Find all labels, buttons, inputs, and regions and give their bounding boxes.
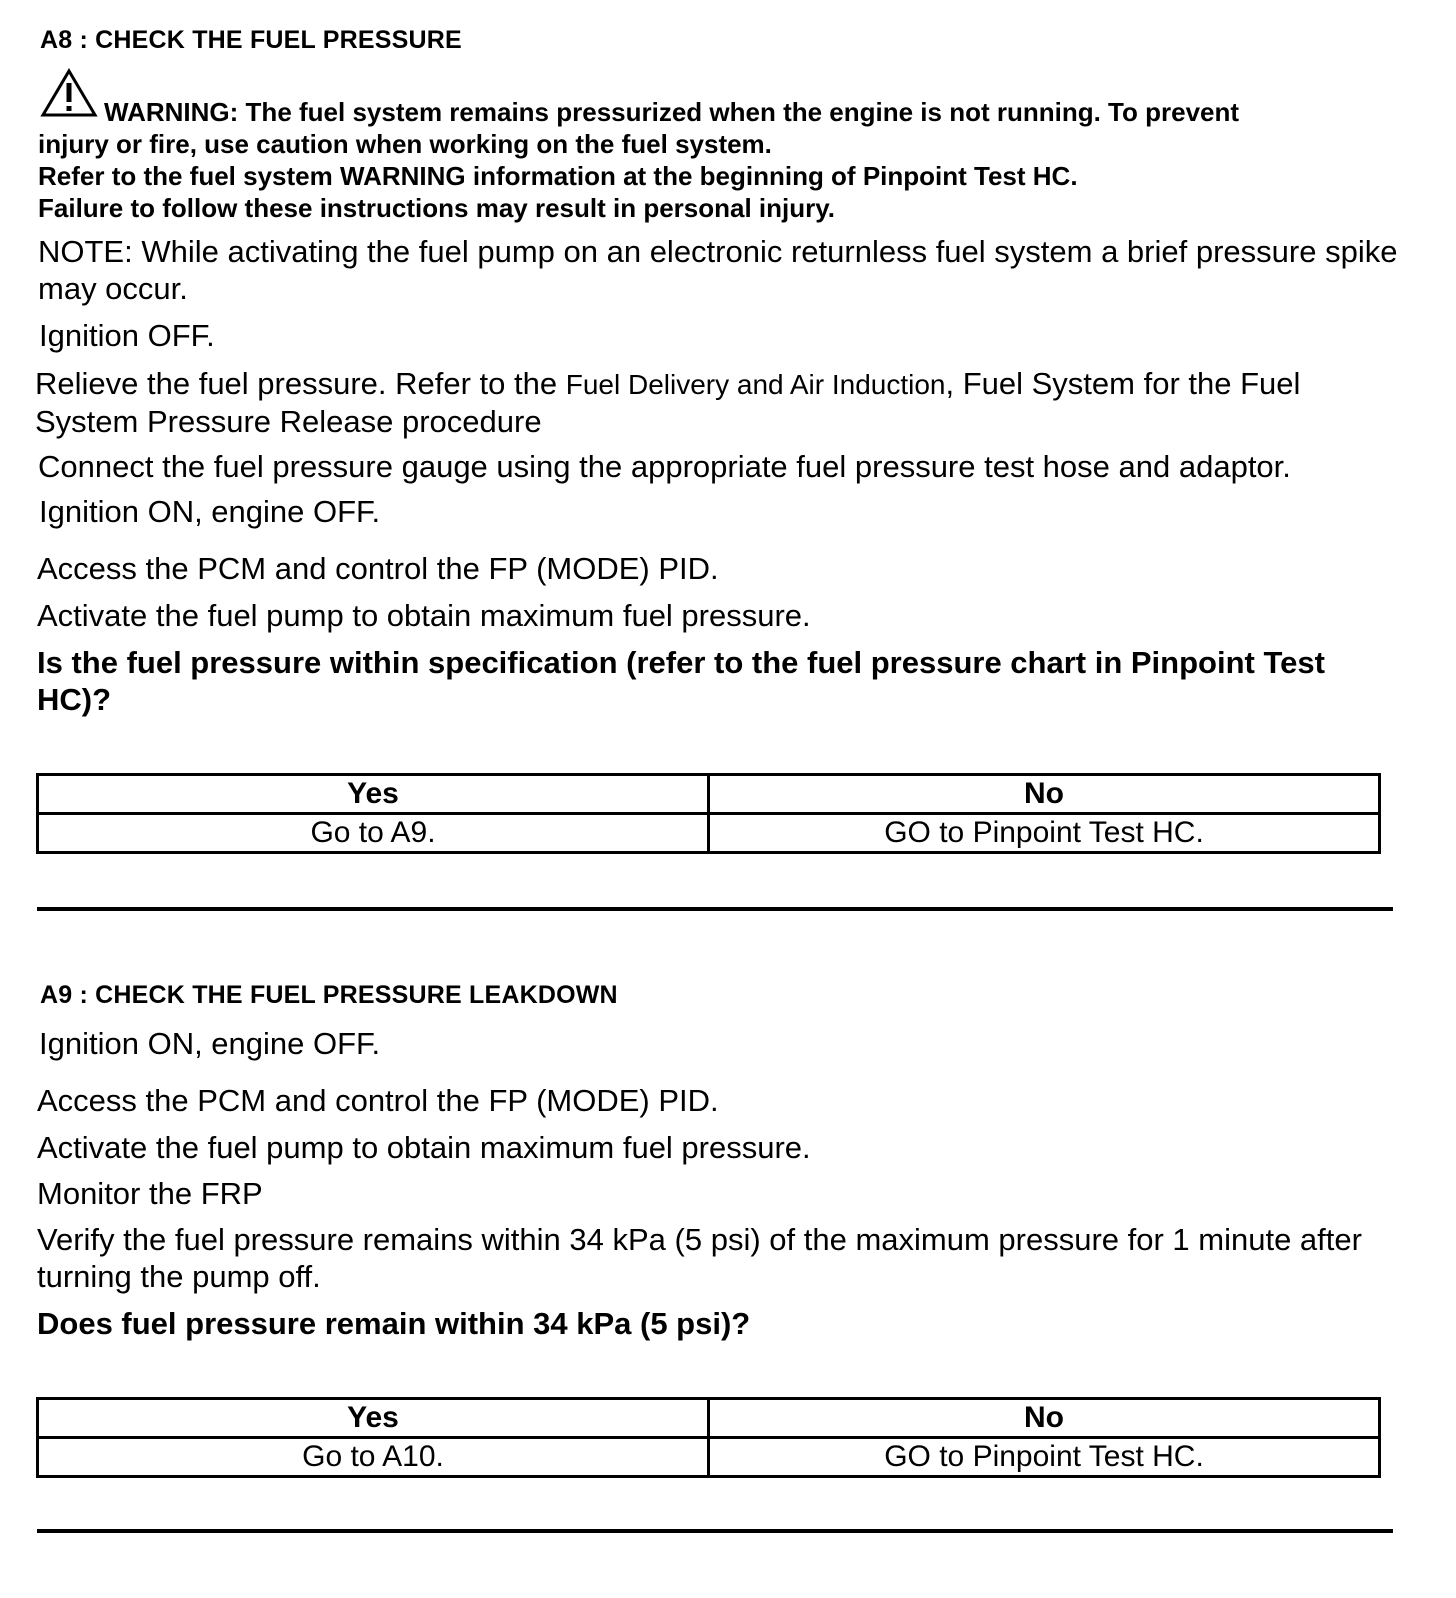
warning-text-1: : The fuel system remains pressurized when the engine is not running. To prevent — [229, 97, 1240, 127]
warning-line-3: Refer to the fuel system WARNING information at the beginning of Pinpoint Test HC. — [38, 161, 1078, 191]
a8-step-ignition-on: Ignition ON, engine OFF. — [39, 494, 381, 529]
no-header: No — [709, 1399, 1380, 1438]
warning-label: WARNING — [104, 97, 230, 127]
yes-action: Go to A10. — [38, 1438, 709, 1477]
warning-line-2: injury or fire, use caution when working on the fuel system. — [38, 129, 772, 159]
a9-result-table — [36, 1397, 1381, 1478]
relieve-reference: Fuel Delivery and Air Induction — [565, 369, 946, 400]
table-header-row — [38, 775, 1380, 814]
yes-action: Go to A9. — [38, 814, 709, 853]
no-action: GO to Pinpoint Test HC. — [709, 1438, 1380, 1477]
a8-note: NOTE: While activating the fuel pump on an electronic returnless fuel system a brief pressure spike may occur. — [38, 234, 1398, 306]
table-row — [38, 1438, 1380, 1477]
a8-step-connect: Connect the fuel pressure gauge using the appropriate fuel pressure test hose and adaptor. — [38, 449, 1291, 484]
a9-step-activate-pump: Activate the fuel pump to obtain maximum fuel pressure. — [37, 1130, 811, 1165]
a8-step-access-pcm: Access the PCM and control the FP (MODE) PID. — [37, 551, 719, 586]
relieve-prefix: Relieve the fuel pressure. Refer to the — [35, 366, 566, 401]
warning-line-4: Failure to follow these instructions may result in personal injury. — [38, 193, 835, 223]
a9-step-title: A9 : CHECK THE FUEL PRESSURE LEAKDOWN — [40, 981, 618, 1009]
table-header-row — [38, 1399, 1380, 1438]
a9-step-ignition-on: Ignition ON, engine OFF. — [39, 1026, 381, 1061]
relieve-suffix: , Fuel System for the Fuel System Pressure Release procedure — [35, 366, 1301, 439]
table-row — [38, 814, 1380, 853]
a8-step-relieve — [35, 365, 1345, 440]
warning-line-1 — [104, 96, 1239, 128]
a9-step-monitor: Monitor the FRP — [37, 1176, 263, 1211]
warning-triangle-icon — [40, 68, 98, 118]
a9-question: Does fuel pressure remain within 34 kPa (5 psi)? — [37, 1306, 751, 1341]
a8-question: Is the fuel pressure within specification (refer to the fuel pressure chart in Pinpoint Test HC)? — [37, 645, 1325, 717]
yes-header: Yes — [38, 775, 709, 814]
a9-step-verify: Verify the fuel pressure remains within 34 kPa (5 psi) of the maximum pressure for 1 minute after turning the pump off. — [37, 1222, 1362, 1294]
a8-result-table — [36, 773, 1381, 854]
section-divider — [37, 1529, 1393, 1533]
yes-header: Yes — [38, 1399, 709, 1438]
a8-step-title: A8 : CHECK THE FUEL PRESSURE — [40, 26, 462, 54]
a8-step-ignition-off: Ignition OFF. — [39, 318, 215, 353]
a8-step-activate-pump: Activate the fuel pump to obtain maximum fuel pressure. — [37, 598, 811, 633]
section-divider — [37, 907, 1393, 911]
a9-step-access-pcm: Access the PCM and control the FP (MODE) PID. — [37, 1083, 719, 1118]
no-header: No — [709, 775, 1380, 814]
no-action: GO to Pinpoint Test HC. — [709, 814, 1380, 853]
